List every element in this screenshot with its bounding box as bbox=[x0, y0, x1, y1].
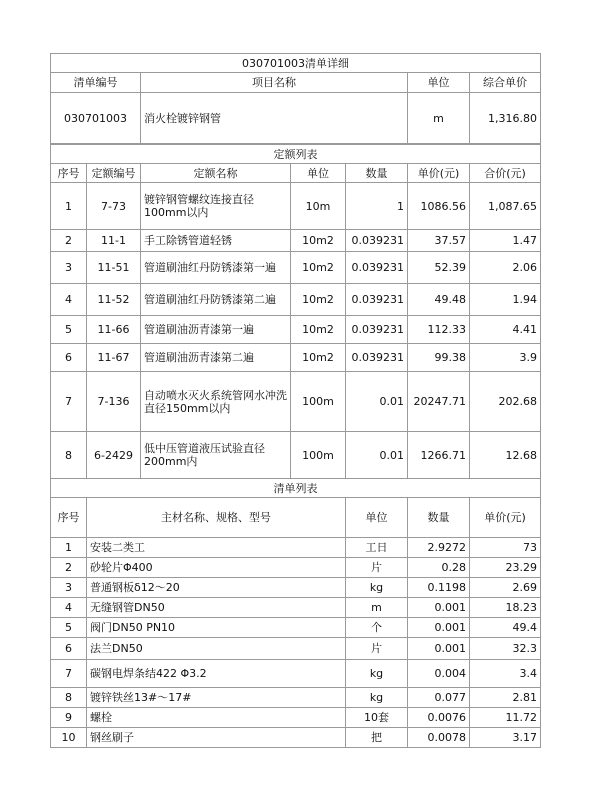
row-index: 6 bbox=[51, 638, 87, 660]
row-index: 2 bbox=[51, 558, 87, 578]
material-name: 阀门DN50 PN10 bbox=[87, 618, 346, 638]
list-price: 1,316.80 bbox=[470, 93, 541, 144]
unit: 10m2 bbox=[291, 230, 346, 252]
row-index: 1 bbox=[51, 183, 87, 230]
unit-price: 73 bbox=[470, 538, 541, 558]
total-price: 4.41 bbox=[470, 316, 541, 344]
quota-name: 管道刷油红丹防锈漆第二遍 bbox=[141, 284, 291, 316]
unit-price: 32.3 bbox=[470, 638, 541, 660]
unit-price: 20247.71 bbox=[408, 372, 470, 432]
total-price: 2.06 bbox=[470, 252, 541, 284]
quantity: 0.001 bbox=[408, 638, 470, 660]
unit: 10m bbox=[291, 183, 346, 230]
row-index: 5 bbox=[51, 618, 87, 638]
total-price: 12.68 bbox=[470, 432, 541, 479]
quota-section-title: 定额列表 bbox=[51, 145, 541, 164]
quota-row bbox=[51, 344, 541, 372]
material-name: 无缝钢管DN50 bbox=[87, 598, 346, 618]
quantity: 0.1198 bbox=[408, 578, 470, 598]
quota-code: 11-51 bbox=[87, 252, 141, 284]
quantity: 2.9272 bbox=[408, 538, 470, 558]
materials-col-header: 数量 bbox=[408, 498, 470, 538]
row-index: 1 bbox=[51, 538, 87, 558]
quantity: 0.039231 bbox=[346, 344, 408, 372]
material-row bbox=[51, 728, 541, 748]
col-header-name: 项目名称 bbox=[141, 73, 408, 93]
quantity: 0.01 bbox=[346, 372, 408, 432]
unit-price: 1086.56 bbox=[408, 183, 470, 230]
quantity: 0.001 bbox=[408, 598, 470, 618]
quantity: 0.0078 bbox=[408, 728, 470, 748]
total-price: 3.9 bbox=[470, 344, 541, 372]
material-row bbox=[51, 638, 541, 660]
unit-price: 112.33 bbox=[408, 316, 470, 344]
quota-name: 管道刷油沥青漆第二遍 bbox=[141, 344, 291, 372]
unit-price: 49.4 bbox=[470, 618, 541, 638]
list-code: 030701003 bbox=[51, 93, 141, 144]
quantity: 0.01 bbox=[346, 432, 408, 479]
quota-code: 11-67 bbox=[87, 344, 141, 372]
material-name: 法兰DN50 bbox=[87, 638, 346, 660]
col-header-unit: 单位 bbox=[408, 73, 470, 93]
unit: 10m2 bbox=[291, 252, 346, 284]
unit: 个 bbox=[346, 618, 408, 638]
list-unit: m bbox=[408, 93, 470, 144]
row-index: 8 bbox=[51, 432, 87, 479]
materials-section bbox=[51, 479, 541, 748]
unit-price: 11.72 bbox=[470, 708, 541, 728]
material-name: 安装二类工 bbox=[87, 538, 346, 558]
quota-section bbox=[51, 145, 541, 479]
quota-col-header: 合价(元) bbox=[470, 164, 541, 183]
quantity: 0.0076 bbox=[408, 708, 470, 728]
material-name: 镀锌铁丝13#～17# bbox=[87, 688, 346, 708]
row-index: 4 bbox=[51, 598, 87, 618]
quantity: 1 bbox=[346, 183, 408, 230]
quantity: 0.28 bbox=[408, 558, 470, 578]
material-name: 螺栓 bbox=[87, 708, 346, 728]
unit-price: 18.23 bbox=[470, 598, 541, 618]
col-header-code: 清单编号 bbox=[51, 73, 141, 93]
unit-price: 23.29 bbox=[470, 558, 541, 578]
material-row bbox=[51, 708, 541, 728]
total-price: 1.47 bbox=[470, 230, 541, 252]
list-header-table bbox=[50, 53, 541, 144]
unit-price: 1266.71 bbox=[408, 432, 470, 479]
col-header-price: 综合单价 bbox=[470, 73, 541, 93]
materials-col-header: 单位 bbox=[346, 498, 408, 538]
row-index: 4 bbox=[51, 284, 87, 316]
total-price: 1.94 bbox=[470, 284, 541, 316]
row-index: 5 bbox=[51, 316, 87, 344]
list-name: 消火栓镀锌钢管 bbox=[141, 93, 408, 144]
unit: 片 bbox=[346, 558, 408, 578]
unit-price: 2.69 bbox=[470, 578, 541, 598]
materials-col-header: 主材名称、规格、型号 bbox=[87, 498, 346, 538]
total-price: 202.68 bbox=[470, 372, 541, 432]
material-name: 碳钢电焊条结422 Φ3.2 bbox=[87, 660, 346, 688]
detail-table bbox=[50, 144, 541, 748]
row-index: 10 bbox=[51, 728, 87, 748]
unit-price: 99.38 bbox=[408, 344, 470, 372]
unit: 把 bbox=[346, 728, 408, 748]
quota-code: 6-2429 bbox=[87, 432, 141, 479]
quota-code: 7-73 bbox=[87, 183, 141, 230]
quota-name: 手工除锈管道轻锈 bbox=[141, 230, 291, 252]
material-name: 钢丝刷子 bbox=[87, 728, 346, 748]
quota-name: 镀锌钢管螺纹连接直径100mm以内 bbox=[141, 183, 291, 230]
quota-col-header: 定额编号 bbox=[87, 164, 141, 183]
row-index: 2 bbox=[51, 230, 87, 252]
total-price: 1,087.65 bbox=[470, 183, 541, 230]
row-index: 8 bbox=[51, 688, 87, 708]
unit: 100m bbox=[291, 432, 346, 479]
unit: 工日 bbox=[346, 538, 408, 558]
quota-row bbox=[51, 183, 541, 230]
row-index: 6 bbox=[51, 344, 87, 372]
material-row bbox=[51, 538, 541, 558]
page-title: 030701003清单详细 bbox=[51, 54, 541, 73]
unit: 片 bbox=[346, 638, 408, 660]
unit: 10套 bbox=[346, 708, 408, 728]
row-index: 3 bbox=[51, 252, 87, 284]
quantity: 0.039231 bbox=[346, 316, 408, 344]
quota-row bbox=[51, 230, 541, 252]
materials-section-title: 清单列表 bbox=[51, 479, 541, 498]
materials-col-header: 序号 bbox=[51, 498, 87, 538]
quota-row bbox=[51, 372, 541, 432]
unit-price: 3.17 bbox=[470, 728, 541, 748]
unit-price: 49.48 bbox=[408, 284, 470, 316]
unit: kg bbox=[346, 578, 408, 598]
unit: kg bbox=[346, 660, 408, 688]
quota-col-header: 序号 bbox=[51, 164, 87, 183]
quota-col-header: 定额名称 bbox=[141, 164, 291, 183]
quantity: 0.004 bbox=[408, 660, 470, 688]
unit-price: 3.4 bbox=[470, 660, 541, 688]
unit: 100m bbox=[291, 372, 346, 432]
quota-code: 7-136 bbox=[87, 372, 141, 432]
unit-price: 52.39 bbox=[408, 252, 470, 284]
quota-row bbox=[51, 284, 541, 316]
material-row bbox=[51, 578, 541, 598]
material-row bbox=[51, 688, 541, 708]
material-row bbox=[51, 598, 541, 618]
material-row bbox=[51, 618, 541, 638]
row-index: 7 bbox=[51, 660, 87, 688]
quota-col-header: 数量 bbox=[346, 164, 408, 183]
quantity: 0.039231 bbox=[346, 230, 408, 252]
unit-price: 2.81 bbox=[470, 688, 541, 708]
quota-col-header: 单位 bbox=[291, 164, 346, 183]
unit: kg bbox=[346, 688, 408, 708]
row-index: 9 bbox=[51, 708, 87, 728]
quota-col-header: 单价(元) bbox=[408, 164, 470, 183]
material-name: 普通钢板δ12～20 bbox=[87, 578, 346, 598]
quota-name: 管道刷油沥青漆第一遍 bbox=[141, 316, 291, 344]
unit: 10m2 bbox=[291, 284, 346, 316]
material-row bbox=[51, 558, 541, 578]
quota-row bbox=[51, 252, 541, 284]
material-row bbox=[51, 660, 541, 688]
quota-code: 11-1 bbox=[87, 230, 141, 252]
quota-code: 11-52 bbox=[87, 284, 141, 316]
quota-name: 自动喷水灭火系统管网水冲洗直径150mm以内 bbox=[141, 372, 291, 432]
quota-name: 低中压管道液压试验直径200mm内 bbox=[141, 432, 291, 479]
row-index: 7 bbox=[51, 372, 87, 432]
row-index: 3 bbox=[51, 578, 87, 598]
material-name: 砂轮片Φ400 bbox=[87, 558, 346, 578]
quantity: 0.001 bbox=[408, 618, 470, 638]
unit: 10m2 bbox=[291, 316, 346, 344]
materials-col-header: 单价(元) bbox=[470, 498, 541, 538]
quantity: 0.039231 bbox=[346, 284, 408, 316]
unit-price: 37.57 bbox=[408, 230, 470, 252]
unit: m bbox=[346, 598, 408, 618]
quota-code: 11-66 bbox=[87, 316, 141, 344]
unit: 10m2 bbox=[291, 344, 346, 372]
quantity: 0.039231 bbox=[346, 252, 408, 284]
quota-row bbox=[51, 316, 541, 344]
quantity: 0.077 bbox=[408, 688, 470, 708]
quota-name: 管道刷油红丹防锈漆第一遍 bbox=[141, 252, 291, 284]
quota-row bbox=[51, 432, 541, 479]
